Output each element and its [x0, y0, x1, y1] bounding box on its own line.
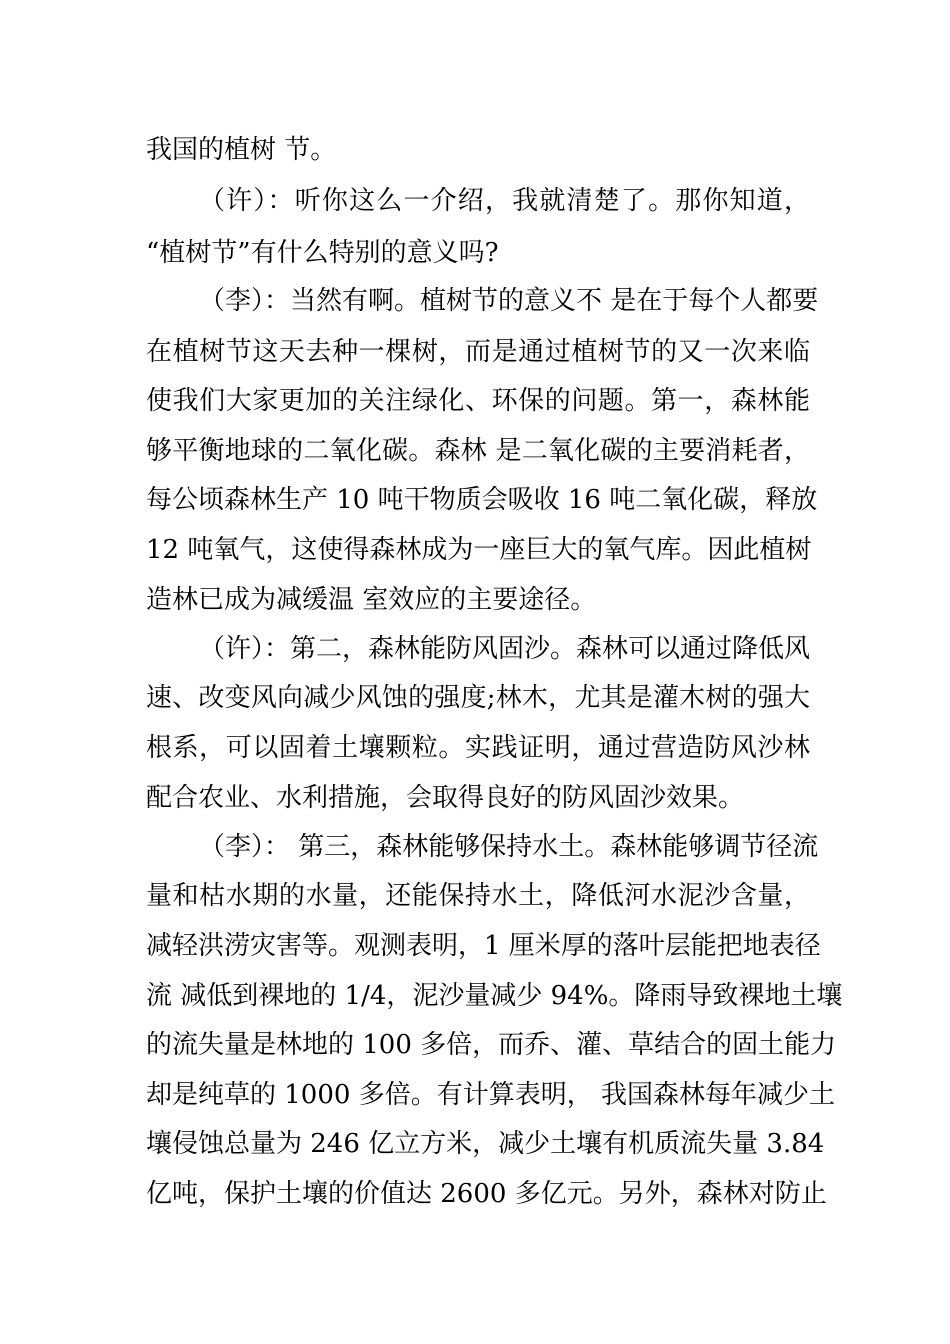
text-line: 亿吨，保护土壤的价值达 2600 多亿元。另外，森林对防止: [146, 1179, 827, 1209]
text-line: 根系，可以固着土壤颗粒。实践证明，通过营造防风沙林: [146, 733, 810, 763]
text-line: （李）： 第三，森林能够保持水土。森林能够调节径流: [199, 832, 819, 862]
text-line: 减轻洪涝灾害等。观测表明，1 厘米厚的落叶层能把地表径: [146, 931, 821, 961]
text-line: 造林已成为减缓温 室效应的主要途径。: [146, 585, 597, 615]
text-line: 配合农业、水利措施，会取得良好的防风固沙效果。: [146, 783, 745, 813]
text-line: 在植树节这天去种一棵树，而是通过植树节的又一次来临: [146, 337, 810, 367]
text-line: 量和枯水期的水量，还能保持水土，降低河水泥沙含量，: [146, 881, 810, 911]
text-line: 每公顷森林生产 10 吨干物质会吸收 16 吨二氧化碳，释放: [146, 485, 818, 515]
text-line: “植树节”有什么特别的意义吗?: [146, 238, 499, 268]
text-line: （李）：当然有啊。植树节的意义不 是在于每个人都要: [199, 286, 819, 316]
text-line: （许）：第二，森林能防风固沙。森林可以通过降低风: [199, 634, 811, 664]
text-line: 速、改变风向减少风蚀的强度;林木，尤其是灌木树的强大: [146, 683, 810, 713]
text-line: 的流失量是林地的 100 多倍，而乔、灌、草结合的固土能力: [146, 1030, 837, 1060]
text-line: 使我们大家更加的关注绿化、环保的问题。第一，森林能: [146, 386, 810, 416]
text-line: 壤侵蚀总量为 246 亿立方米，减少土壤有机质流失量 3.84: [146, 1129, 825, 1159]
text-line: （许）：听你这么一介绍，我就清楚了。那你知道，: [199, 186, 810, 216]
text-line: 够平衡地球的二氧化碳。森林 是二氧化碳的主要消耗者，: [146, 436, 810, 466]
text-line: 我国的植树 节。: [146, 135, 337, 165]
text-line: 12 吨氧气，这使得森林成为一座巨大的氧气库。因此植树: [146, 535, 812, 565]
text-line: 却是纯草的 1000 多倍。有计算表明， 我国森林每年减少土: [146, 1080, 835, 1110]
text-line: 流 减低到裸地的 1/4，泥沙量减少 94%。降雨导致裸地土壤: [146, 981, 843, 1011]
